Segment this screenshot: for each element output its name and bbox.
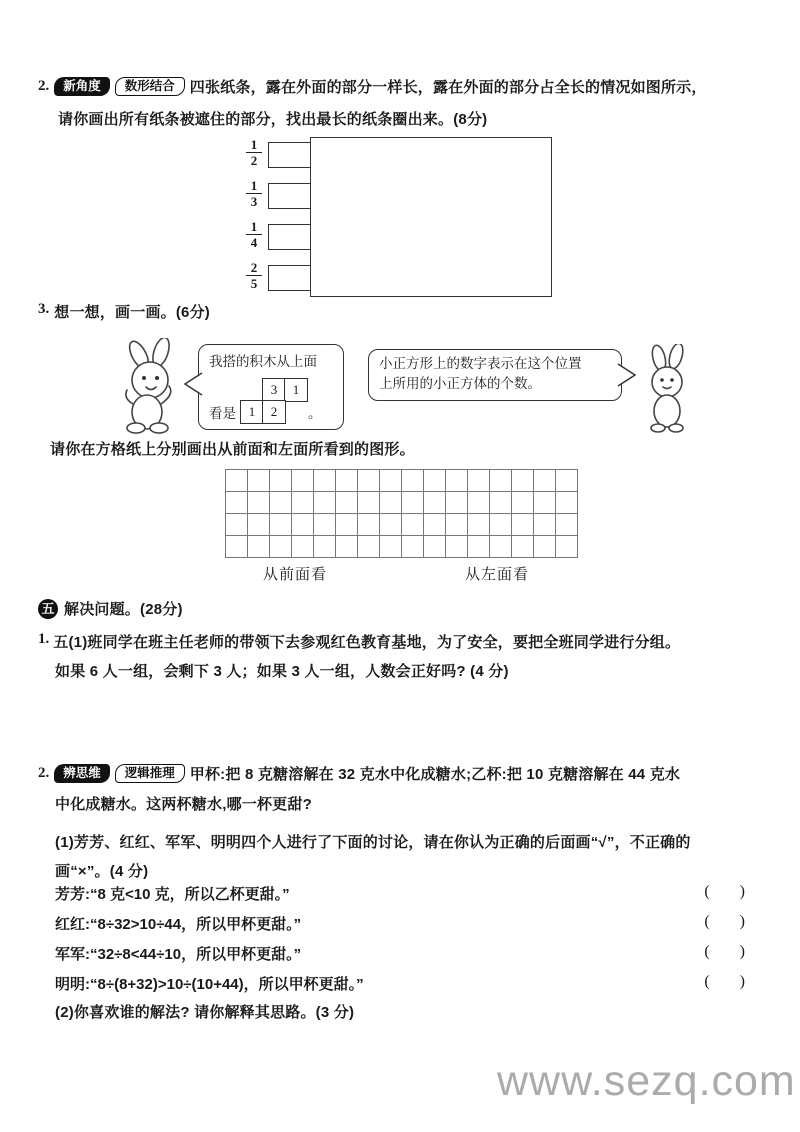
bubble-pointer-left [183, 371, 203, 397]
right-speech-bubble [368, 349, 622, 401]
paper-strip-3 [268, 224, 312, 250]
grid-cell [402, 514, 424, 536]
grid-cell [358, 536, 380, 558]
left-bubble-line2-prefix: 看是 [209, 406, 236, 421]
section5-q2-text2: 中化成糖水。这两杯糖水,哪一杯更甜? [55, 796, 312, 813]
fraction-1-2 [246, 138, 262, 168]
grid-cell [336, 470, 358, 492]
left-bubble-line2 [199, 372, 343, 424]
cover-rectangle [310, 137, 552, 297]
bubble-pointer-right [617, 362, 637, 388]
answer-brackets [704, 943, 745, 964]
grid-cell [226, 514, 248, 536]
grid-cell [424, 514, 446, 536]
grid-cell [534, 514, 556, 536]
grid-cell [270, 492, 292, 514]
grid-cell [314, 536, 336, 558]
grid-cell [556, 492, 578, 514]
section5-q2-text1: 甲杯:把 8 克糖溶解在 32 克水中化成糖水;乙杯:把 10 克糖溶解在 44 克水 [189, 766, 681, 783]
statement-text: 芳芳:“8 克<10 克，所以乙杯更甜。” [55, 886, 290, 903]
section5-q2-sub1-line2: 画“×”。(4 分) [55, 863, 149, 880]
bracket-open: ( [704, 943, 710, 960]
grid-cell [292, 514, 314, 536]
fraction-2-5 [246, 261, 262, 291]
section5-q2-header [38, 763, 680, 784]
grid-cell [446, 514, 468, 536]
grid-cell [292, 470, 314, 492]
grid-cell [314, 492, 336, 514]
grid-cell [248, 492, 270, 514]
grid-cell [314, 514, 336, 536]
grid-cell [292, 492, 314, 514]
grid-cell [380, 470, 402, 492]
left-bubble-line1: 我搭的积木从上面 [209, 354, 317, 369]
badge-number-shape: 数形结合 [115, 77, 185, 96]
section-5-title: 解决问题。(28分) [64, 601, 183, 618]
grid-cell [270, 536, 292, 558]
bracket-close: ) [739, 943, 745, 960]
question-3-header [38, 301, 210, 322]
grid-cell [336, 536, 358, 558]
bracket-close: ) [739, 973, 745, 990]
answer-brackets [704, 913, 745, 934]
grid-cell [380, 492, 402, 514]
fraction-denominator: 5 [250, 276, 258, 291]
grid-cell [534, 470, 556, 492]
question-3-title: 想一想，画一画。(6分) [54, 304, 210, 321]
bracket-close: ) [739, 913, 745, 930]
left-bubble-line2-suffix: 。 [308, 406, 322, 421]
grid-cell [248, 470, 270, 492]
right-bubble-line2: 上所用的小正方体的个数。 [379, 376, 541, 391]
grid-cell [358, 470, 380, 492]
grid-cell [358, 492, 380, 514]
badge-logical-reasoning: 逻辑推理 [115, 764, 185, 783]
fraction-numerator: 1 [246, 138, 262, 153]
section5-q1-number: 1. [38, 631, 50, 647]
right-bubble-line1: 小正方形上的数字表示在这个位置 [379, 356, 582, 371]
rabbit-right-illustration [637, 344, 699, 436]
statement-row-mingming [55, 973, 745, 994]
fraction-denominator: 2 [250, 153, 258, 168]
grid-cell [380, 514, 402, 536]
statement-text: 明明:“8÷(8+32)>10÷(10+44)，所以甲杯更甜。” [55, 976, 364, 993]
grid-cell [424, 536, 446, 558]
left-speech-bubble [198, 344, 344, 430]
statement-row-honghong [55, 913, 745, 934]
grid-cell [512, 536, 534, 558]
grid-cell [490, 492, 512, 514]
badge-discriminate-thinking: 辨思维 [54, 764, 110, 783]
fraction-numerator: 1 [246, 220, 262, 235]
bracket-open: ( [704, 913, 710, 930]
grid-cell [226, 536, 248, 558]
grid-cell [270, 514, 292, 536]
section-5-badge: 五 [38, 599, 58, 619]
bracket-open: ( [704, 883, 710, 900]
question-2-number: 2. [38, 78, 50, 94]
paper-strip-1 [268, 142, 312, 168]
grid-cell [490, 514, 512, 536]
block-top-view-grid [240, 378, 308, 424]
grid-cell [336, 514, 358, 536]
question-2-text-line2: 请你画出所有纸条被遮住的部分，找出最长的纸条圈出来。(8分) [58, 111, 488, 128]
grid-cell [358, 514, 380, 536]
grid-cell [402, 470, 424, 492]
grid-cell [556, 470, 578, 492]
grid-cell [468, 470, 490, 492]
grid-cell [468, 536, 490, 558]
question-3-instruction: 请你在方格纸上分别画出从前面和左面所看到的图形。 [50, 441, 415, 458]
statement-text: 红红:“8÷32>10÷44，所以甲杯更甜。” [55, 916, 302, 933]
grid-cell [468, 492, 490, 514]
grid-cell [424, 470, 446, 492]
paper-strip-2 [268, 183, 312, 209]
grid-cell-3: 3 [262, 378, 286, 402]
grid-cell [270, 470, 292, 492]
watermark: www.sezq.com [497, 1057, 796, 1105]
grid-cell [556, 514, 578, 536]
statement-row-junjun [55, 943, 745, 964]
answer-brackets [704, 883, 745, 904]
paper-strip-4 [268, 265, 312, 291]
grid-cell [380, 536, 402, 558]
grid-cell [490, 470, 512, 492]
grid-cell [402, 492, 424, 514]
statement-text: 军军:“32÷8<44÷10，所以甲杯更甜。” [55, 946, 302, 963]
label-view-from-front: 从前面看 [263, 567, 328, 583]
drawing-grid [225, 469, 578, 558]
fraction-denominator: 4 [250, 235, 258, 250]
grid-cell [534, 536, 556, 558]
question-3-number: 3. [38, 301, 50, 317]
question-2-header [38, 76, 707, 97]
fraction-numerator: 1 [246, 179, 262, 194]
statement-row-fangfang [55, 883, 745, 904]
section5-q2-number: 2. [38, 765, 50, 781]
grid-cell [226, 470, 248, 492]
grid-cell [424, 492, 446, 514]
grid-cell [248, 514, 270, 536]
grid-cell [314, 470, 336, 492]
grid-cell [292, 536, 314, 558]
grid-cell [446, 470, 468, 492]
section5-q2-sub2: (2)你喜欢谁的解法? 请你解释其思路。(3 分) [55, 1004, 355, 1021]
grid-cell [556, 536, 578, 558]
question-2-text-line1: 四张纸条，露在外面的部分一样长，露在外面的部分占全长的情况如图所示， [189, 79, 707, 96]
section5-q1-text1: 五(1)班同学在班主任老师的带领下去参观红色教育基地，为了安全，要把全班同学进行分组。 [53, 634, 681, 651]
grid-cell [248, 536, 270, 558]
grid-cell [402, 536, 424, 558]
grid-cell [512, 470, 534, 492]
fraction-1-4 [246, 220, 262, 250]
grid-cell [534, 492, 556, 514]
section5-q1-line1 [38, 631, 680, 652]
answer-brackets [704, 973, 745, 994]
grid-cell [512, 514, 534, 536]
fraction-numerator: 2 [246, 261, 262, 276]
grid-cell [446, 536, 468, 558]
grid-cell [226, 492, 248, 514]
grid-cell [468, 514, 490, 536]
grid-cell [446, 492, 468, 514]
fraction-1-3 [246, 179, 262, 209]
grid-cell-1b: 1 [240, 400, 264, 424]
grid-cell [512, 492, 534, 514]
bracket-open: ( [704, 973, 710, 990]
fraction-denominator: 3 [250, 194, 258, 209]
grid-cell-2: 2 [262, 400, 286, 424]
grid-cell-1: 1 [284, 378, 308, 402]
badge-new-angle: 新角度 [54, 77, 110, 96]
section5-q2-sub1-line1: (1)芳芳、红红、军军、明明四个人进行了下面的讨论，请在你认为正确的后面画“√”，不正确的 [55, 834, 691, 851]
section5-q1-line2: 如果 6 人一组，会剩下 3 人；如果 3 人一组，人数会正好吗? (4 分) [55, 663, 509, 680]
grid-cell [490, 536, 512, 558]
label-view-from-left: 从左面看 [465, 567, 530, 583]
bracket-close: ) [739, 883, 745, 900]
grid-cell [336, 492, 358, 514]
section-5-header [38, 598, 183, 619]
